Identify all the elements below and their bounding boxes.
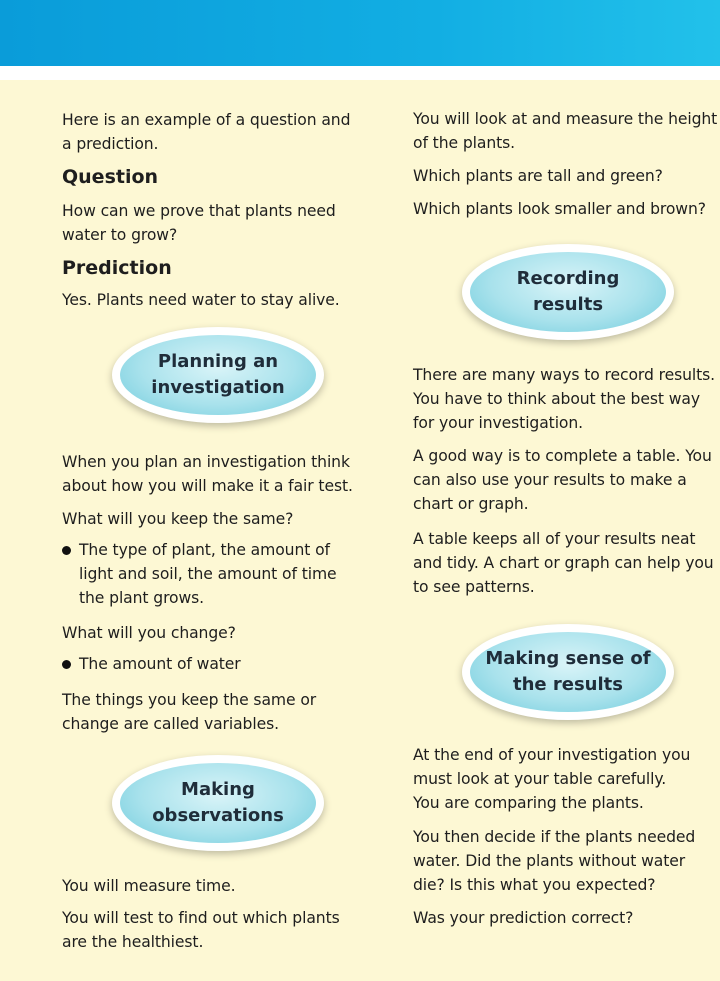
change-question: What will you change? (62, 624, 236, 642)
keep-same-question: What will you keep the same? (62, 510, 294, 528)
intro-text: Here is an example of a question and a prediction. (62, 111, 351, 153)
prediction-heading: Prediction (62, 257, 172, 279)
observations-bubble-label: Making observations (152, 779, 284, 826)
neat-text: A table keeps all of your results neat and tidy. A chart or graph can help you to see patterns. (413, 530, 714, 596)
sense-bubble-label: Making sense of the results (485, 648, 651, 695)
test-text: You will test to find out which plants are the healthiest. (62, 909, 340, 951)
small-question: Which plants look smaller and brown? (413, 200, 706, 218)
end-text: At the end of your investigation you must look at your table carefully. You are comparing the plants. (413, 746, 691, 812)
question-text: How can we prove that plants need water to grow? (62, 202, 336, 244)
tall-question: Which plants are tall and green? (413, 167, 663, 185)
change-bullet: The amount of water (62, 652, 241, 676)
banner-divider (0, 66, 720, 80)
measure-time-text: You will measure time. (62, 877, 236, 895)
keep-same-bullet: The type of plant, the amount of light and soil, the amount of time the plant grows. (62, 538, 337, 610)
prediction-text: Yes. Plants need water to stay alive. (62, 291, 340, 309)
look-text: You will look at and measure the height of the plants. (413, 110, 718, 152)
record-text: There are many ways to record results. You have to think about the best way for your investigation. (413, 366, 716, 432)
making-sense-bubble (462, 624, 674, 720)
recording-bubble-label: Recording results (516, 268, 620, 315)
correct-question: Was your prediction correct? (413, 909, 634, 927)
recording-results-bubble (462, 244, 674, 340)
planning-investigation-bubble (112, 327, 324, 423)
planning-bubble-label: Planning an investigation (151, 351, 285, 398)
planning-text: When you plan an investigation think about how you will make it a fair test. (62, 453, 353, 495)
question-heading: Question (62, 166, 159, 188)
table-text: A good way is to complete a table. You can also use your results to make a chart or graph. (413, 447, 712, 513)
making-observations-bubble (112, 755, 324, 851)
variables-text: The things you keep the same or change are called variables. (62, 691, 317, 733)
top-banner (0, 0, 720, 66)
decide-text: You then decide if the plants needed water. Did the plants without water die? Is this what you expected? (413, 828, 696, 894)
